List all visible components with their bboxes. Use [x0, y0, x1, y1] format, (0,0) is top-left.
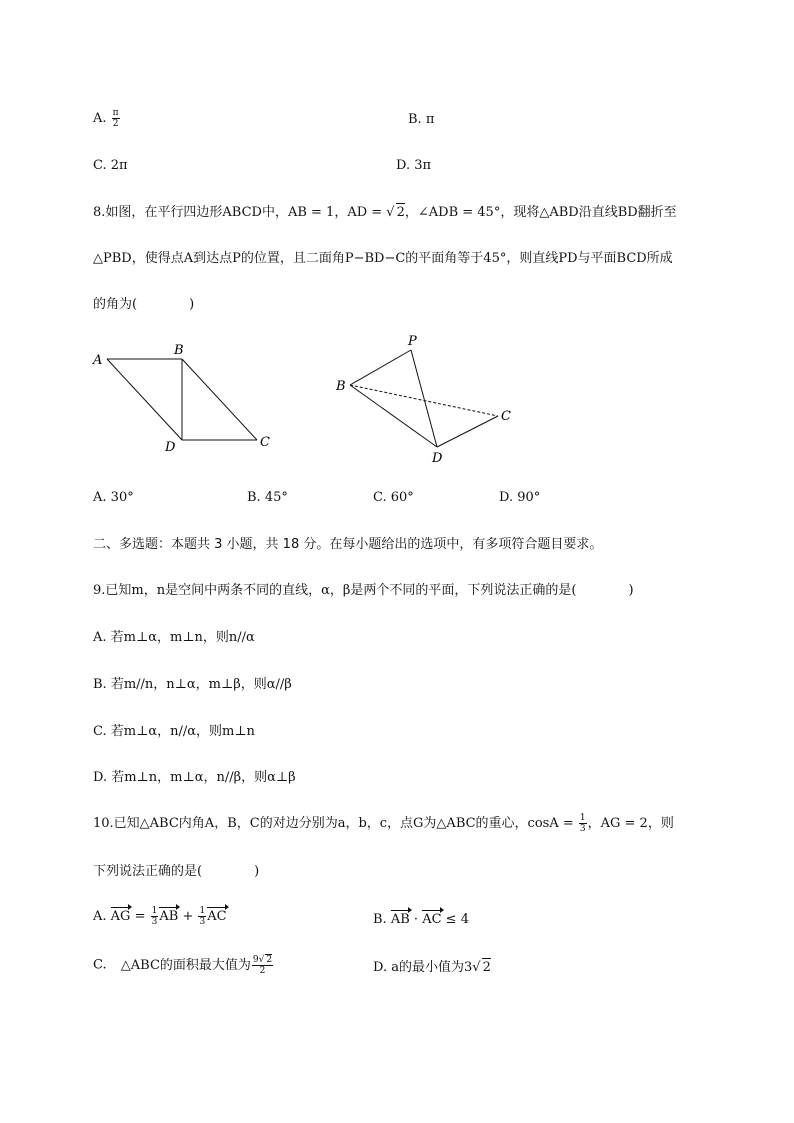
q7-option-b-value: π [425, 112, 435, 127]
q10-option-d-root: 2 [482, 960, 491, 975]
q10-cos-denominator: 3 [579, 824, 586, 834]
fig2-label-d: D [432, 451, 443, 466]
q9-option-b-label: B. [93, 677, 107, 692]
fig1-label-d: D [165, 440, 176, 455]
q9-option-d-label: D. [93, 770, 108, 785]
q10-option-a-label: A. [93, 909, 107, 924]
q8-stem-line1-part-a: 8.如图，在平行四边形ABCD中，AB = 1，AD = [93, 205, 387, 220]
q7-option-d-label: D. [396, 158, 411, 173]
q10-stem-line2: 下列说法正确的是( ) [93, 864, 260, 879]
q7-option-b [408, 111, 434, 129]
q10-option-b [373, 910, 469, 929]
q10-option-b-dot: · [409, 912, 423, 927]
q9-option-d [93, 769, 296, 787]
q7-option-c [93, 157, 128, 175]
q10-cos-fraction [579, 813, 587, 834]
q10-option-b-vector-ab: AB [390, 912, 410, 927]
q8-figure-folded [330, 330, 530, 470]
q10-option-a-vector-ag: AG [110, 909, 131, 924]
q7-option-c-value: 2π [110, 158, 128, 173]
q9-option-a-text: 若m⊥α，m⊥n，则n//α [110, 630, 255, 645]
fig1-edge-bc [182, 359, 257, 440]
q10-option-a-equals: = [130, 909, 150, 924]
q10-option-a-fraction-2 [198, 906, 206, 927]
q7-option-a-fraction [112, 108, 120, 129]
q10-option-a-num-1: 1 [151, 906, 158, 916]
q10-option-a-num-2: 1 [199, 906, 206, 916]
fig1-label-a: A [93, 353, 103, 368]
q8-sqrt-radicand: 2 [396, 205, 405, 220]
q10-option-c-label: C. [93, 957, 107, 973]
q10-option-c-num-root: 2 [266, 955, 273, 965]
q8-figure-parallelogram [90, 338, 280, 458]
q10-option-a-fraction-1 [151, 906, 159, 927]
q7-option-a-label: A. [93, 111, 107, 126]
fig2-label-b: B [336, 379, 346, 394]
q9-stem: 9.已知m，n是空间中两条不同的直线，α，β是两个不同的平面，下列说法正确的是( ) [93, 583, 634, 598]
q10-option-d-label: D. [373, 960, 388, 975]
q10-option-b-rest: ≤ 4 [441, 912, 469, 927]
section-2-heading: 二、多选题：本题共 3 小题，共 18 分。在每小题给出的选项中，有多项符合题目要求。 [93, 537, 603, 552]
q7-option-c-label: C. [93, 158, 107, 173]
q8-option-c-value: 60° [390, 490, 414, 505]
q10-stem-line1 [93, 813, 674, 834]
q10-option-b-vector-ac: AC [422, 912, 442, 927]
fig2-label-c: C [501, 409, 511, 424]
q7-option-b-label: B. [408, 112, 422, 127]
q8-option-b-label: B. [247, 490, 261, 505]
q9-option-a-label: A. [93, 630, 107, 645]
fig1-label-c: C [260, 435, 270, 450]
q8-option-a-value: 30° [110, 490, 134, 505]
q10-option-d-sqrt-symbol: √ [472, 960, 481, 975]
q8-option-d-label: D. [499, 490, 514, 505]
q8-option-a [93, 489, 134, 507]
q8-option-a-label: A. [93, 490, 107, 505]
q10-option-a-vector-ab: AB [159, 909, 179, 924]
q10-option-a-vector-ac: AC [207, 909, 227, 924]
q10-option-c-fraction [252, 954, 273, 976]
q9-option-c-label: C. [93, 724, 107, 739]
q8-option-d-value: 90° [517, 490, 541, 505]
q10-option-a-plus: + [178, 909, 198, 924]
q8-option-b [247, 489, 288, 507]
q9-option-b [93, 676, 292, 694]
q8-stem-line3: 的角为( ) [93, 297, 195, 312]
q10-stem-part-a: 10.已知△ABC内角A，B，C的对边分别为a，b，c，点G为△ABC的重心，cosA = [93, 816, 578, 831]
q9-option-c [93, 723, 255, 741]
q8-stem-line1-part-b: ，∠ADB = 45°，现将△ABD沿直线BD翻折至 [404, 205, 677, 220]
q10-option-c-text: △ABC的面积最大值为 [120, 957, 251, 973]
q9-option-b-text: 若m//n，n⊥α，m⊥β，则α//β [110, 677, 292, 692]
q9-option-d-text: 若m⊥n，m⊥α，n//β，则α⊥β [111, 770, 296, 785]
q7-option-d [396, 157, 431, 175]
q10-option-d [373, 958, 491, 977]
fig1-label-b: B [174, 343, 184, 358]
fig1-edge-da [107, 359, 182, 440]
q10-option-a-den-2: 3 [199, 917, 206, 927]
q10-stem-part-b: ，AG = 2，则 [587, 816, 674, 831]
q8-option-c [373, 489, 414, 507]
fig2-edge-bp [350, 350, 411, 385]
q10-option-a [93, 906, 227, 927]
q8-stem-line2: △PBD，使得点A到达点P的位置，且二面角P−BD−C的平面角等于45°，则直线PD与平面BCD所成 [93, 251, 673, 266]
q10-option-c-num-coef: 9 [252, 955, 259, 965]
q10-option-a-den-1: 3 [151, 917, 158, 927]
q7-option-a-numerator: π [112, 108, 119, 118]
q7-option-d-value: 3π [414, 158, 432, 173]
q9-option-c-text: 若m⊥α，n//α，则m⊥n [110, 724, 255, 739]
q7-option-a-denominator: 2 [112, 119, 119, 129]
q8-option-c-label: C. [373, 490, 387, 505]
q10-option-c-denominator: 2 [259, 966, 266, 976]
q8-sqrt-symbol: √ [386, 205, 395, 220]
q10-option-c [93, 954, 274, 976]
fig2-edge-dc [437, 416, 498, 447]
fig2-edge-bd [350, 385, 437, 447]
q10-option-d-text: a的最小值为3 [391, 960, 473, 975]
q8-option-d [499, 489, 540, 507]
fig2-label-p: P [408, 334, 417, 349]
q8-option-b-value: 45° [264, 490, 288, 505]
q7-option-a [93, 108, 121, 129]
q10-option-c-numerator: 9√ 2 [252, 955, 273, 965]
q10-cos-numerator: 1 [579, 813, 586, 823]
q8-stem-line1 [93, 203, 677, 222]
q10-option-b-label: B. [373, 912, 387, 927]
q9-option-a [93, 629, 255, 647]
